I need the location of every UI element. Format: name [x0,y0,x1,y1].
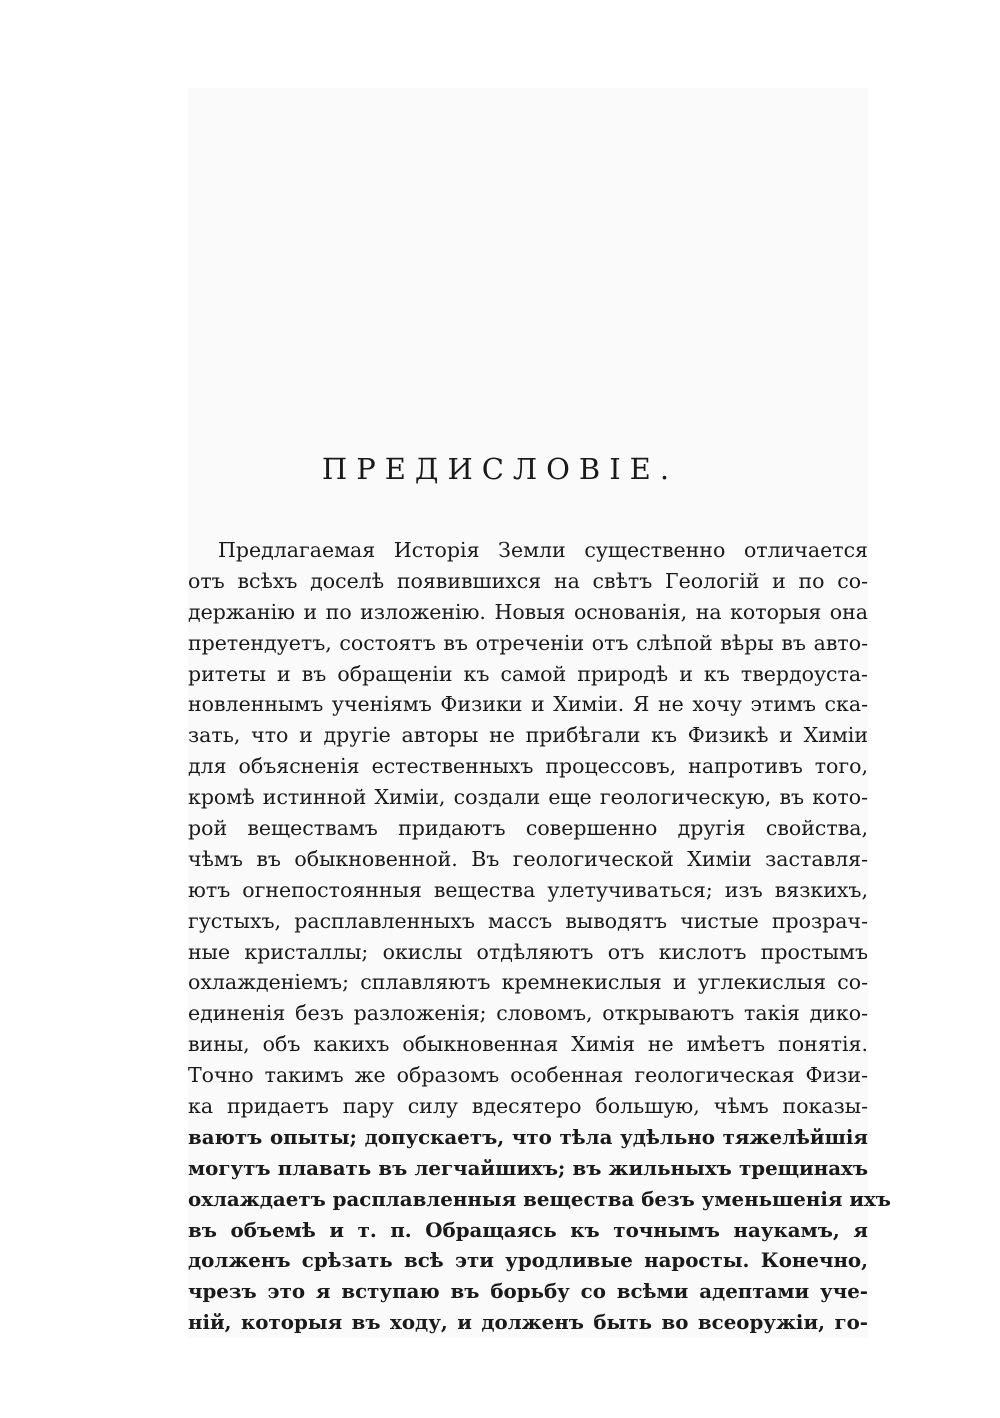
text-line: держанію и по изложенію. Новыя основанія, на которыя она [188,599,868,624]
text-line: претендуетъ, состоятъ въ отреченіи отъ слѣпой вѣры въ авто- [188,630,868,655]
text-line: ные кристаллы; окислы отдѣляютъ отъ кислотъ простымъ [188,939,868,964]
text-line: ній, которыя въ ходу, и долженъ быть во всеоружіи, го- [188,1310,868,1335]
text-line: отъ всѣхъ доселѣ появившихся на свѣтъ Геологій и по со- [188,568,868,593]
text-line: Точно такимъ же образомъ особенная геологическая Физи- [188,1063,868,1088]
page-title: ПРЕДИСЛОВІЕ. [321,452,679,486]
text-line: кромѣ истинной Химіи, создали еще геологическую, въ кото- [188,785,868,810]
text-line: вины, объ какихъ обыкновенная Химія не имѣетъ понятія. [188,1032,868,1057]
text-line: единенія безъ разложенія; словомъ, открываютъ такія дико- [188,1001,868,1026]
text-line: долженъ срѣзать всѣ эти уродливые наросты. Конечно, [188,1248,868,1273]
text-line: охлажденіемъ; сплавляютъ кремнекислыя и углекислыя со- [188,970,868,995]
text-line: зать, что и другіе авторы не прибѣгали къ Физикѣ и Химіи [188,723,868,748]
text-line: для объясненія естественныхъ процессовъ, напротивъ того, [188,754,868,779]
text-line: могутъ плавать въ легчайшихъ; въ жильныхъ трещинахъ [188,1155,868,1180]
text-line: ка придаетъ пару силу вдесятеро большую, чѣмъ показы- [188,1094,868,1119]
text-line: ваютъ опыты; допускаетъ, что тѣла удѣльно тяжелѣйшія [188,1124,868,1149]
text-line: ютъ огнепостоянныя вещества улетучиваться; изъ вязкихъ, [188,877,868,902]
text-line: Предлагаемая Исторія Земли существенно отличается [218,538,868,562]
text-line: чрезъ это я вступаю въ борьбу со всѣми адептами уче- [188,1279,868,1304]
text-line: густыхъ, расплавленныхъ массъ выводятъ чистые прозрач- [188,908,868,933]
text-line: охлаждаетъ расплавленныя вещества безъ уменьшенія ихъ [188,1186,891,1211]
text-line: ритеты и въ обращеніи къ самой природѣ и къ твердоуста- [188,661,868,686]
text-line: чѣмъ въ обыкновенной. Въ геологической Химіи заставля- [188,846,868,871]
text-line: рой веществамъ придаютъ совершенно другія свойства, [188,816,868,841]
body-text [188,535,891,1338]
text-line: новленнымъ ученіямъ Физики и Химіи. Я не хочу этимъ ска- [188,692,868,717]
text-line: въ объемѣ и т. п. Обращаясь къ точнымъ наукамъ, я [188,1217,868,1242]
